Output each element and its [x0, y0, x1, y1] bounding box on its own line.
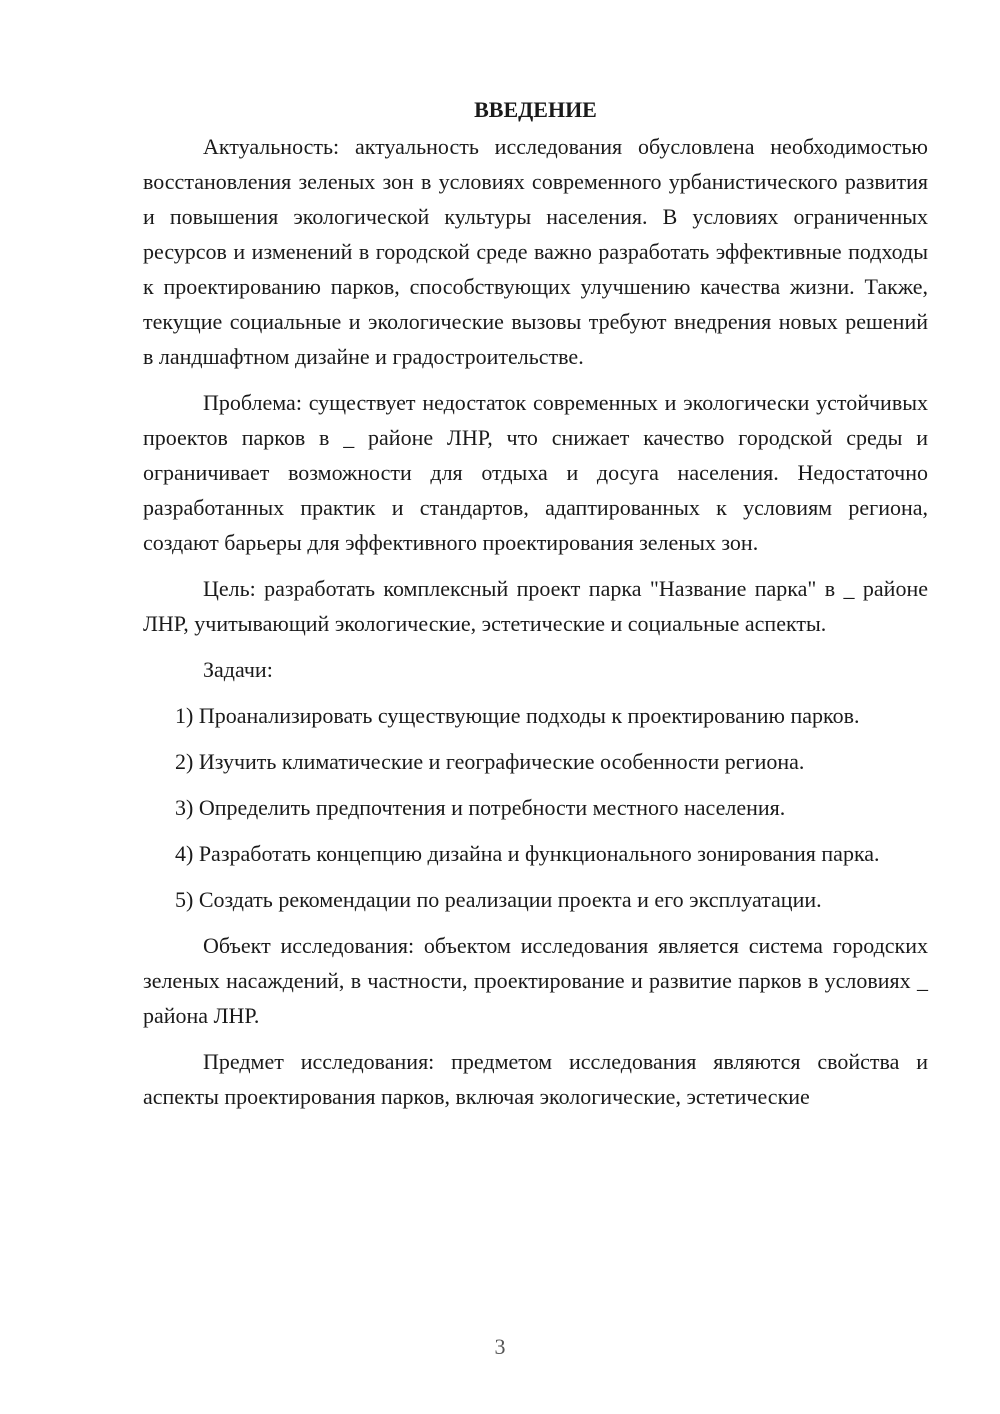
page-body: [143, 92, 928, 1114]
page-number: 3: [494, 1334, 506, 1359]
problem-paragraph: Проблема: существует недостаток современных и экологически устойчивых проектов парков в _ районе ЛНР, что снижает качество городской среды и ограничивает возможности для отдыха и досуга населения. Недостаточно разработанных практик и стандартов, адаптированных к условиям региона, создают барьеры для эффективного проектирования зеленых зон.: [143, 390, 928, 555]
goal-paragraph: Цель: разработать комплексный проект парка "Название парка" в _ районе ЛНР, учитывающий экологические, эстетические и социальные аспекты.: [143, 576, 928, 636]
tasks-heading: Задачи:: [203, 657, 273, 682]
section-heading: ВВЕДЕНИЕ: [474, 97, 597, 122]
task-item: 1) Проанализировать существующие подходы к проектированию парков.: [175, 703, 860, 728]
relevance-paragraph: Актуальность: актуальность исследования обусловлена необходимостью восстановления зеленых зон в условиях современного урбанистического развития и повышения экологической культуры населения. В условиях ограниченных ресурсов и изменений в городской среде важно разработать эффективные подходы к проектированию парков, способствующих улучшению качества жизни. Также, текущие социальные и экологические вызовы требуют внедрения новых решений в ландшафтном дизайне и градостроительстве.: [143, 134, 928, 369]
task-item: 5) Создать рекомендации по реализации проекта и его эксплуатации.: [175, 887, 822, 912]
subject-paragraph: Предмет исследования: предметом исследования являются свойства и аспекты проектирования парков, включая экологические, эстетические: [143, 1049, 928, 1109]
task-item: 2) Изучить климатические и географические особенности региона.: [175, 749, 805, 774]
object-paragraph: Объект исследования: объектом исследования является система городских зеленых насаждений, в частности, проектирование и развитие парков в условиях _ района ЛНР.: [143, 933, 928, 1028]
task-item: 4) Разработать концепцию дизайна и функционального зонирования парка.: [175, 841, 880, 866]
task-item: 3) Определить предпочтения и потребности местного населения.: [175, 795, 786, 820]
